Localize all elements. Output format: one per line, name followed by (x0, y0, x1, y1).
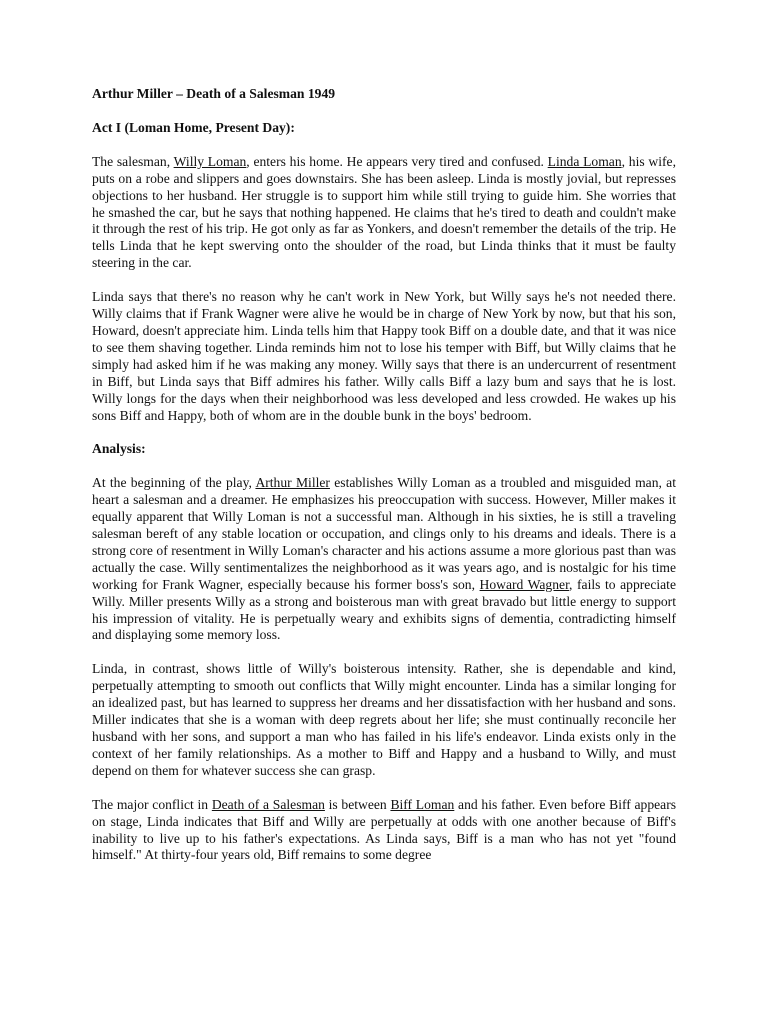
text-span: At the beginning of the play, (92, 475, 256, 491)
link-death-of-a-salesman[interactable]: Death of a Salesman (211, 796, 325, 812)
link-arthur-miller[interactable]: Arthur Miller (255, 475, 330, 491)
link-linda-loman[interactable]: Linda Loman (547, 153, 622, 169)
paragraph-2: Linda says that there's no reason why he can't work in New York, but Willy says he's not needed there. Willy claims that if Frank Wagner were alive he would be in charge of New York by now, but that his son, Howard, doesn't appreciate him. Linda tells him that Happy took Biff on a double date, and that it was nice to see them shaving together. Linda reminds him not to lose his temper with Biff, but Willy claims that he simply had asked him if he was making any money. Willy says that there is an undercurrent of resentment in Biff, but Linda says that Biff admires his father. Willy calls Biff a lazy bum and says that he is lost. Willy longs for the days when their neighborhood was less developed and less crowded. He wakes up his sons Biff and Happy, both of whom are in the double bunk in the boys' bedroom. (92, 289, 676, 423)
document-title: Arthur Miller – Death of a Salesman 1949 (92, 86, 336, 101)
link-biff-loman[interactable]: Biff Loman (390, 796, 455, 812)
document-page (92, 86, 676, 881)
text-span: establishes Willy Loman as a troubled and misguided man, at heart a salesman and a dreamer. He emphasizes his preoccupation with success. However, Miller makes it equally apparent that Willy Loman is not a successful man. Although in his sixties, he is still a traveling salesman bereft of any stable location or occupation, and clings only to his dreams and ideals. There is a strong core of resentment in Willy Loman's character and his actions assume a more glorious past than was actually the case. Willy sentimentalizes the neighborhood as it was years ago, and is nostalgic for his time working for Frank Wagner, especially because his former boss's son, (92, 475, 676, 592)
text-span: and his father. Even before Biff appears on stage, Linda indicates that Biff and Willy are perpetually at odds with one another because of Biff's inability to live up to his father's expectations. As Linda says, Biff is a man who has not yet "found himself." At thirty-four years old, Biff remains to some degree (92, 796, 677, 863)
text-span: , his wife, puts on a robe and slippers and goes downstairs. She has been asleep. Linda is mostly jovial, but represses objections to her husband. Her struggle is to support him while still trying to guide him. She worries that he smashed the car, but he says that nothing happened. He claims that he's tired to death and couldn't make it through the rest of his trip. He got only as far as Yonkers, and doesn't remember the details of the trip. He tells Linda that he kept swerving onto the shoulder of the road, but Linda thinks that it must be faulty steering in the car. (92, 153, 676, 271)
paragraph-5 (92, 797, 676, 865)
text-span: The major conflict in (92, 796, 212, 812)
paragraph-3 (92, 475, 676, 644)
text-span: The salesman, (92, 153, 174, 169)
link-howard-wagner[interactable]: Howard Wagner (479, 576, 570, 592)
text-span: , fails to appreciate Willy. Miller presents Willy as a strong and boisterous man with great bravado but little energy to support his impression of vitality. He is perpetually weary and exhibits signs of dementia, contradicting himself and displaying some memory loss. (92, 576, 676, 643)
analysis-heading: Analysis: (92, 441, 146, 457)
act-heading: Act I (Loman Home, Present Day): (92, 119, 295, 135)
text-span: is between (324, 796, 391, 812)
paragraph-1 (92, 154, 676, 272)
link-willy-loman[interactable]: Willy Loman (173, 153, 247, 169)
paragraph-4: Linda, in contrast, shows little of Willy's boisterous intensity. Rather, she is dependable and kind, perpetually attempting to smooth out conflicts that Willy might encounter. Linda has a similar longing for an idealized past, but has learned to suppress her dreams and her dissatisfaction with her husband and sons. Miller indicates that she is a woman with deep regrets about her life; she must continually reconcile her husband with her sons, and support a man who has failed in his life's endeavor. Linda exists only in the context of her family relationships. As a mother to Biff and Happy and a husband to Willy, and must depend on them for whatever success she can grasp. (92, 661, 676, 778)
text-span: , enters his home. He appears very tired and confused. (246, 153, 548, 169)
